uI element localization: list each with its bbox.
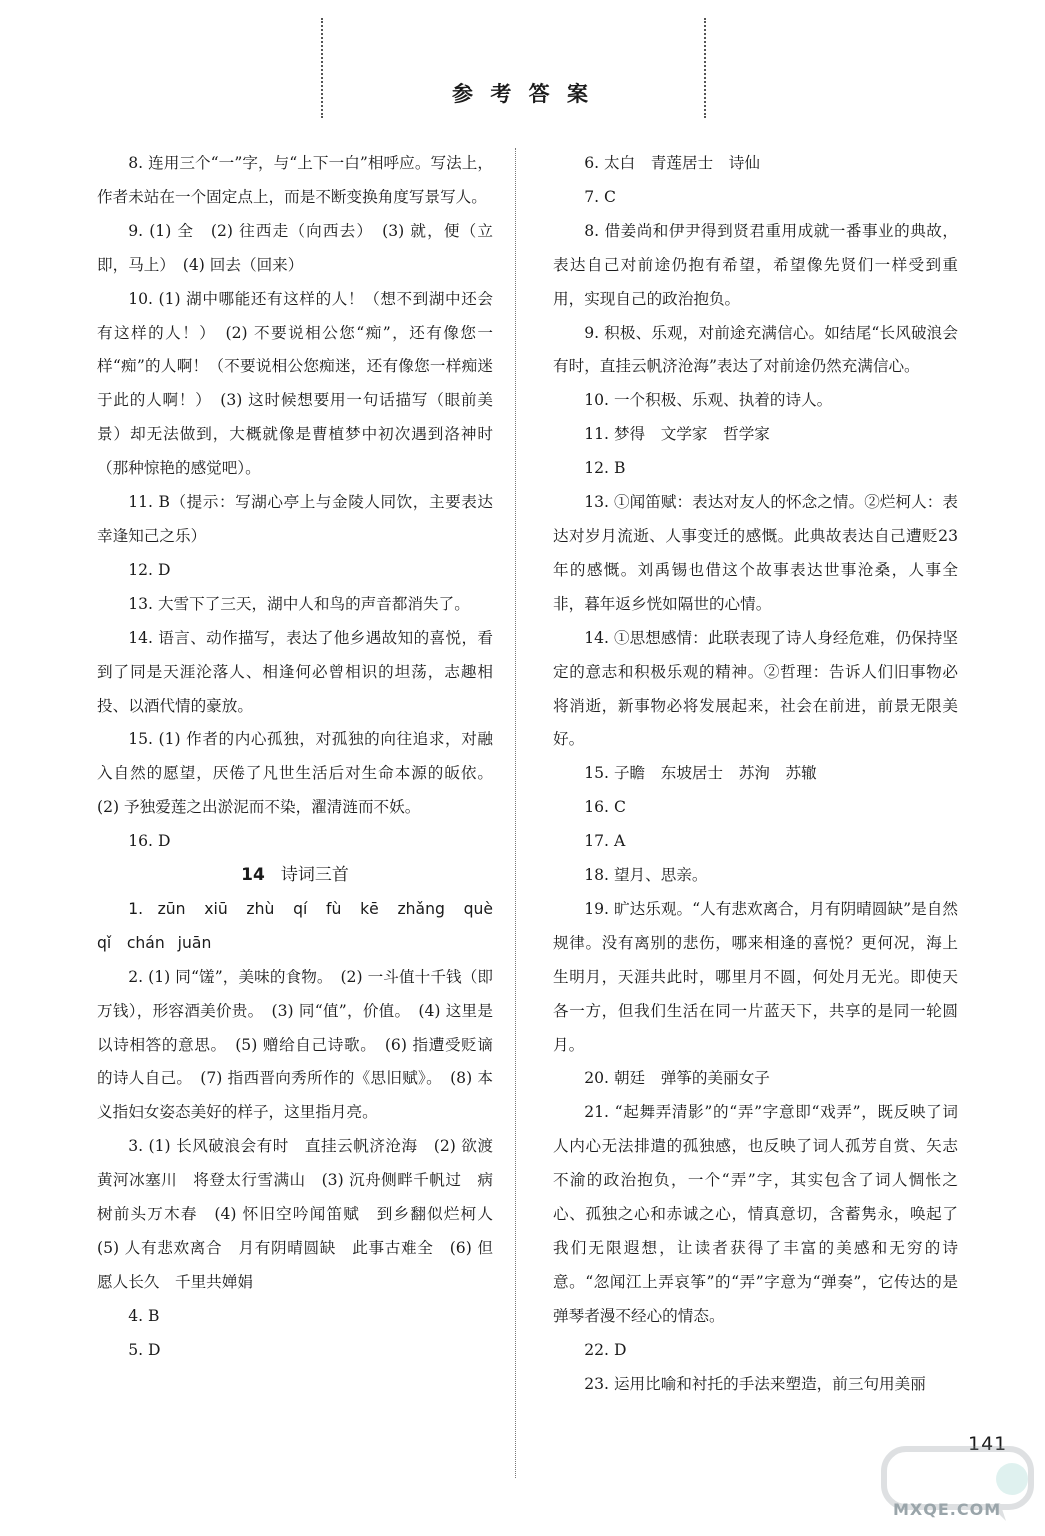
section-number: 14 [241,865,265,886]
answer-paragraph: 16. C [584,798,626,817]
page-title: 参 考 答 案 [452,82,593,106]
answer-paragraph: 19. 旷达乐观。“人有悲欢离合，月有阴晴圆缺”是自然规律。没有离别的悲伤，哪来相逢的喜悦？更何况，海上生明月，天涯共此时，哪里月不圆，何处月无光。即使天各一方，但我们生活在同一片蓝天下，共享的是同一轮圆月。 [553,899,958,1054]
answer-paragraph: 16. D [128,832,171,851]
answer-paragraph: 11. 梦得 文学家 哲学家 [584,425,770,444]
page-number: 141 [968,1433,1008,1455]
answer-paragraph: 13. ①闻笛赋：表达对友人的怀念之情。②烂柯人：表达对岁月流逝、人事变迁的感慨。此典故表达自己遭贬23年的感慨。刘禹锡也借这个故事表达世事沧桑，人事全非，暮年返乡恍如隔世的心情。 [553,493,958,613]
answer-paragraph: 17. A [584,832,626,851]
answer-paragraph: 5. D [128,1340,161,1359]
left-column [97,147,509,1368]
section-heading [97,859,493,893]
answer-paragraph: 21. “起舞弄清影”的“弄”字意即“戏弄”，既反映了词人内心无法排遣的孤独感，也反映了词人孤芳自赏、矢志不渝的政治抱负，一个“弄”字，其实包含了词人惆怅之心、孤独之心和赤诚之心，情真意切，含蓄隽永，唤起了我们无限遐想，让读者获得了丰富的美感和无穷的诗意。“忽闻江上弄哀筝”的“弄”字意为“弹奏”，它传达的是弹琴者漫不经心的情态。 [553,1103,958,1325]
answer-paragraph: 9. 积极、乐观，对前途充满信心。如结尾“长风破浪会有时，直挂云帆济沧海”表达了对前途仍然充满信心。 [553,323,958,376]
answer-paragraph: 4. B [128,1306,160,1325]
answer-paragraph: 10. 一个积极、乐观、执着的诗人。 [584,391,833,410]
right-column [553,147,958,1402]
answer-paragraph: 6. 太白 青莲居士 诗仙 [584,154,760,172]
answer-paragraph: 13. 大雪下了三天，湖中人和鸟的声音都消失了。 [128,594,470,613]
answer-paragraph: 14. 语言、动作描写，表达了他乡遇故知的喜悦，看到了同是天涯沦落人、相逢何必曾相识的坦荡，志趣相投、以酒代情的豪放。 [97,628,493,715]
answer-paragraph: 3. (1) 长风破浪会有时 直挂云帆济沧海 (2) 欲渡黄河冰塞川 将登太行雪满山 (3) 沉舟侧畔千帆过 病树前头万木春 (4) 怀旧空吟闻笛赋 到乡翻似烂柯人 (5) 人有悲欢离合 月有阴晴圆缺 此事古难全 (6) 但愿人长久 千里共婵娟 [97,1137,509,1291]
answer-paragraph: 18. 望月、思亲。 [584,866,708,885]
answer-paragraph: 11. B（提示：写湖心亭上与金陵人同饮，主要表达幸逢知己之乐） [97,493,493,545]
answer-paragraph: 10. (1) 湖中哪能还有这样的人！（想不到湖中还会有这样的人！） (2) 不要说相公您“痴”，还有像您一样“痴”的人啊！（不要说相公您痴迷，还有像您一样痴迷于此的人啊！） (3) 这时候想要用一句话描写（眼前美景）却无法做到，大概就像是曹植梦中初次遇到洛神时（那种惊艳的感觉吧）。 [97,289,493,478]
pinyin-answer: 1. zūn xiū zhù qí fù kē zhǎng què qǐ chán juān [97,899,509,952]
answer-paragraph: 15. (1) 作者的内心孤独，对孤独的向往追求，对融入自然的愿望，厌倦了凡世生活后对生命本源的皈依。(2) 予独爱莲之出淤泥而不染，濯清涟而不妖。 [97,730,493,817]
answer-paragraph: 23. 运用比喻和衬托的手法来塑造，前三句用美丽 [584,1374,926,1393]
answer-paragraph: 9. (1) 全 (2) 往西走（向西去） (3) 就，便（立即，马上） (4) 回去（回来） [97,221,493,274]
column-divider [515,148,516,1478]
answer-paragraph: 14. ①思想感情：此联表现了诗人身经危难，仍保持坚定的意志和积极乐观的精神。②哲理：告诉人们旧事物必将消逝，新事物必将发展起来，社会在前进，前景无限美好。 [553,628,958,749]
answer-paragraph: 20. 朝廷 弹筝的美丽女子 [584,1069,770,1088]
answer-paragraph: 7. C [584,187,616,206]
answer-paragraph: 22. D [584,1340,627,1359]
answer-paragraph: 8. 连用三个“一”字，与“上下一白”相呼应。写法上，作者未站在一个固定点上，而是不断变换角度写景写人。 [97,154,493,206]
watermark-text: MXQE.COM [893,1500,1002,1519]
answer-paragraph: 12. B [584,459,626,478]
answer-paragraph: 12. D [128,560,171,579]
answer-paragraph: 8. 借姜尚和伊尹得到贤君重用成就一番事业的典故，表达自己对前途仍抱有希望，希望像先贤们一样受到重用，实现自己的政治抱负。 [553,221,958,308]
answer-paragraph: 15. 子瞻 东坡居士 苏洵 苏辙 [584,764,817,783]
section-title: 诗词三首 [280,865,349,886]
answer-paragraph: 2. (1) 同“馐”，美味的食物。 (2) 一斗值十千钱（即万钱），形容酒美价贵。 (3) 同“值”，价值。 (4) 这里是以诗相答的意思。 (5) 赠给自己诗歌。 (6) 指遭受贬谪的诗人自己。 (7) 指西晋向秀所作的《思旧赋》。 (8) 本义指妇女姿态美好的样子，这里指月亮。 [97,967,493,1122]
